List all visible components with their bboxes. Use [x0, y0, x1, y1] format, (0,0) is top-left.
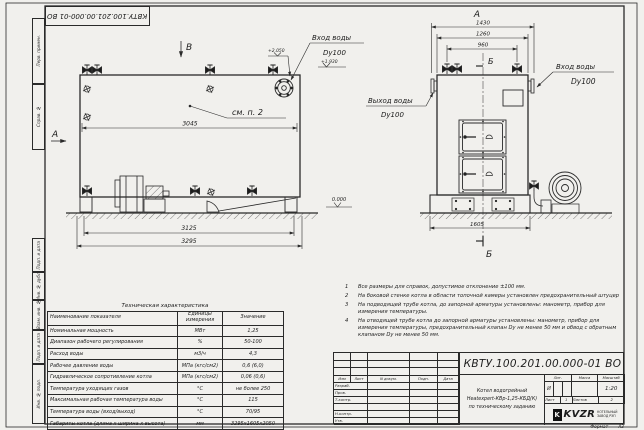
note-item [345, 293, 623, 300]
lit-mass-scale-values [544, 382, 625, 397]
spec-row [48, 348, 284, 360]
spec-cell: Рабочее давление воды [48, 360, 178, 372]
note-item [345, 318, 623, 340]
outlet-flange [431, 79, 437, 93]
spec-cell: Номинальная мощность [48, 325, 178, 337]
elev-top-text: +2.050 [268, 49, 285, 54]
product-line2: Heatexpert-КВр-1,25-КБД(К) [466, 397, 538, 403]
side-valve-pipe [530, 181, 552, 213]
dim-960-text: 960 [477, 42, 489, 49]
spec-cell: 1,25 [223, 325, 284, 337]
lug-icon [83, 85, 91, 93]
panel-box [503, 90, 523, 106]
format-value: А3 [618, 424, 624, 430]
format-note [542, 424, 628, 430]
valve-icon [269, 65, 278, 75]
col-data: Дата [438, 376, 459, 383]
dim-3295-text: 3295 [181, 238, 197, 245]
spec-cell: 0,06 (0,6) [223, 371, 284, 383]
dim-1605-text: 1605 [470, 222, 484, 228]
fan-icon [549, 172, 581, 213]
boiler-body-front [437, 75, 528, 195]
side-inlet-dn: Dy100 [323, 49, 346, 57]
view-b-label: В [186, 43, 193, 53]
note-number: 1 [345, 284, 349, 290]
spec-cell: не более 250 [223, 383, 284, 395]
dim-1260-text: 1260 [476, 31, 490, 38]
spec-cell: 0,6 (6,0) [223, 360, 284, 372]
level-mark-zero [326, 203, 352, 208]
doc-number: КВТУ.100.201.00.000-01 ВО [459, 353, 625, 375]
front-a-label: А [473, 10, 481, 20]
spec-cell: мм [178, 418, 223, 430]
sheet-row: Лист 1 Листов 2 [544, 397, 625, 404]
note-text: Все размеры для справок, допустимое отклонение ±100 мм. [358, 284, 526, 290]
note-number: 2 [345, 292, 349, 299]
note-text: На подводящей трубе котла, до запорной арматуры установлены: манометр, прибор для измерения температуры. [358, 301, 605, 315]
dim-3125-text: 3125 [181, 225, 197, 232]
spec-row [48, 371, 284, 383]
spec-header: Наименование показателя [48, 311, 178, 325]
upper-door [459, 120, 506, 154]
ground-hatch [66, 214, 318, 220]
company-logo-area [544, 404, 625, 425]
valve-icon [93, 65, 102, 75]
lug-icon [83, 113, 91, 121]
bracket [207, 201, 219, 212]
revision-header-row [334, 376, 459, 383]
spec-cell: °С [178, 406, 223, 418]
spec-header-row [48, 311, 284, 325]
valve-icon [206, 65, 215, 75]
spec-table [47, 303, 283, 430]
front-inlet-text: Вход воды [556, 63, 596, 71]
sheets-value: 2 [599, 397, 625, 404]
spec-cell: МПа (кгс/см2) [178, 371, 223, 383]
margin-box-perv-primen: Перв. примен. [32, 18, 45, 84]
blower-unit [115, 176, 169, 212]
inlet-flange [528, 79, 534, 93]
revision-grid [334, 353, 459, 376]
spec-row [48, 383, 284, 395]
lug-icon [206, 85, 214, 93]
spec-header: Единицы измерения [178, 311, 223, 325]
inlet-flange-icon [275, 79, 293, 97]
top-stamp-box [45, 6, 150, 26]
kvzr-logo-text: KVZR [563, 409, 596, 420]
skid-foot [80, 197, 92, 212]
dim-3045-text: 3045 [182, 120, 198, 128]
front-inlet-dn: Dy100 [571, 77, 596, 86]
spec-header: Значение [223, 311, 284, 325]
spec-cell: Температура воды (вход/выход) [48, 406, 178, 418]
valve-icon [453, 64, 462, 74]
side-inlet-text: Вход воды [312, 34, 352, 42]
spec-cell: Расход воды [48, 348, 178, 360]
dim-1430-text: 1430 [476, 20, 490, 27]
spec-cell: 3295х1605х2050 [223, 418, 284, 430]
valve-icon [443, 64, 452, 74]
col-ndocum: N докум. [368, 376, 410, 383]
role-row: Пров. [334, 390, 459, 397]
motor [146, 186, 163, 199]
spec-table-title: Техническая характеристика [121, 303, 209, 309]
lower-door [459, 156, 506, 193]
spec-cell: °С [178, 395, 223, 407]
note-item [345, 284, 623, 291]
spec-row [48, 418, 284, 430]
role-row: Утв. [334, 418, 459, 425]
skid-base [430, 195, 530, 213]
spec-cell: °С [178, 383, 223, 395]
view-a-label: А [52, 130, 59, 140]
spec-cell: 50-100 [223, 337, 284, 349]
see-note-text: см. п. 2 [232, 108, 263, 117]
notes-block [345, 284, 623, 341]
format-label: Формат [590, 424, 609, 430]
spec-cell: Максимальная рабочая температура воды [48, 395, 178, 407]
margin-box-inv-podl: Инв. № подл. [32, 364, 45, 424]
spec-row [48, 395, 284, 407]
spec-row [48, 337, 284, 349]
note-number: 3 [345, 301, 349, 308]
col-podp: Подп. [410, 376, 438, 383]
kvzr-logo-icon: K [554, 410, 560, 419]
role-row: Н.контр. [334, 411, 459, 418]
note-number: 4 [345, 317, 349, 324]
col-izm: Изм [334, 376, 351, 383]
note-text: На боковой стенке котла в области топочной камеры установлен предохранительный штуцер [358, 292, 620, 299]
section-b-top-label: Б [488, 57, 494, 66]
top-stamp-text: КВТУ.100.201.00.000-01 ВО [47, 12, 148, 20]
note-text: На отводящей трубе котла до запорной арматуры установлены: манометр, прибор для измерения температуры, предохранительный клапан Dу не менее 50 мм и обвод с обратным клапаном Dу не менее 50 мм. [358, 317, 617, 339]
note-item [345, 302, 623, 317]
spec-cell: 115 [223, 395, 284, 407]
brace [219, 198, 296, 211]
margin-box-inv-dubl: Инв. № дубл. [32, 272, 45, 300]
section-b-bottom-label: Б [486, 250, 493, 260]
spec-cell: 70/95 [223, 406, 284, 418]
spec-cell: Гидравлическое сопротивление котла [48, 371, 178, 383]
margin-box-sprav: Справ. № [32, 84, 45, 150]
spec-cell: Диапазон рабочего регулирования [48, 337, 178, 349]
spec-row [48, 406, 284, 418]
margin-box-podp-data-1: Подп. и дата [32, 238, 45, 272]
valve-icon [83, 186, 92, 196]
side-view [51, 41, 364, 249]
spec-cell: МВт [178, 325, 223, 337]
role-row: Разраб. [334, 383, 459, 390]
sheet-value: 1 [561, 397, 573, 404]
margin-box-podp-data-2: Подп. и дата [32, 330, 45, 364]
spec-cell: м3/ч [178, 348, 223, 360]
scale-value: 1:20 [598, 382, 625, 397]
valve-icon [513, 64, 522, 74]
product-line3: по техническому заданию [468, 404, 536, 410]
outlet-text: Выход воды [368, 97, 413, 105]
drawing-texts [51, 10, 596, 260]
margin-box-vzam-inv: Взам. инв. № [32, 300, 45, 330]
lit-value: И [545, 382, 554, 397]
ground-hatch [420, 214, 612, 220]
lit-mass-scale-header: Лит. Масса Масштаб [544, 375, 625, 382]
boiler-body-side [80, 75, 300, 197]
company-name: КОТЕЛЬНЫЙ ЗАВОД РЭП [597, 409, 618, 418]
spec-cell: Температура уходящих газов [48, 383, 178, 395]
col-list: Лист [351, 376, 368, 383]
outlet-dn: Dy100 [381, 111, 404, 119]
title-block [333, 352, 624, 424]
lug-icon [207, 188, 215, 196]
spec-cell: Габариты котла (длина х ширина х высота) [48, 418, 178, 430]
role-row: Т.контр. [334, 397, 459, 404]
spec-row [48, 360, 284, 372]
spec-row [48, 325, 284, 337]
elev-body-text: +1.930 [321, 60, 338, 65]
spec-cell: % [178, 337, 223, 349]
spec-cell: 4,3 [223, 348, 284, 360]
elev-2050-mark [268, 53, 290, 77]
spec-cell: МПа (кгс/см2) [178, 360, 223, 372]
valve-icon [248, 186, 257, 196]
valve-icon [83, 65, 92, 75]
level-zero-text: 0.000 [331, 197, 347, 203]
valve-icon [191, 186, 200, 196]
role-row [334, 404, 459, 411]
product-name [459, 375, 544, 425]
product-line1: Котел водогрейный [476, 389, 528, 395]
